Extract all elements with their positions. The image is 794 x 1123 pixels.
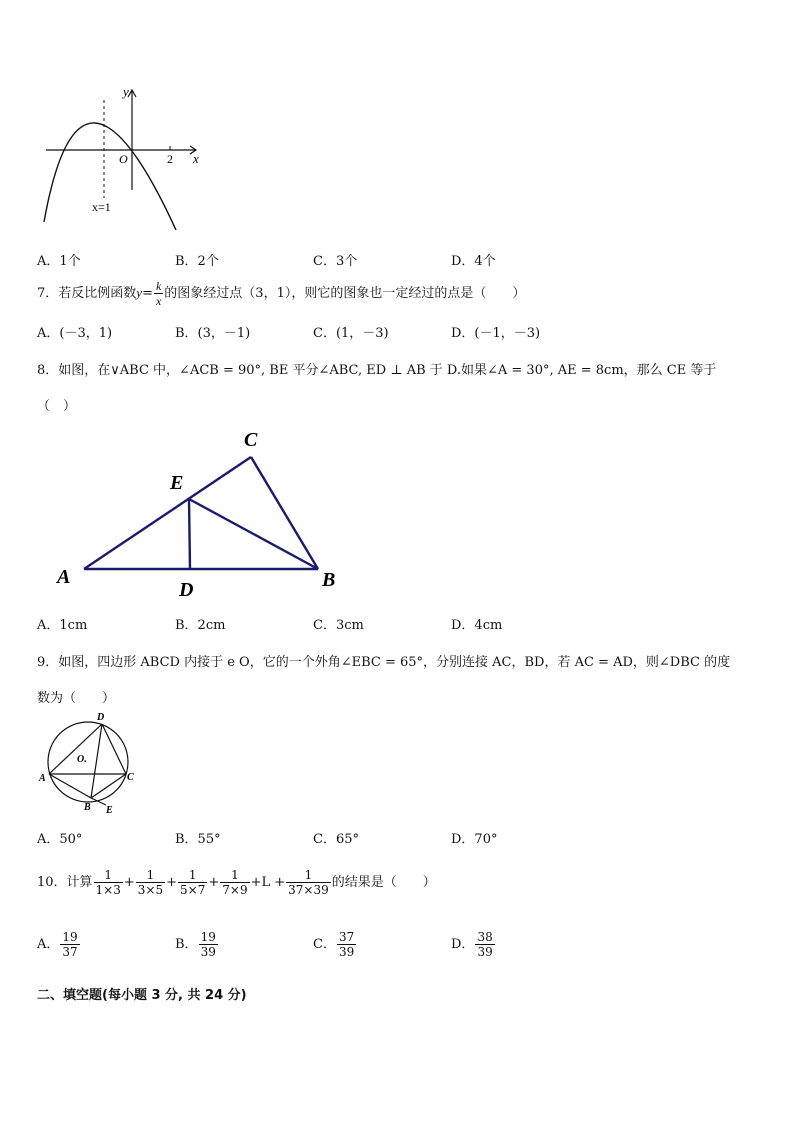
q10-options — [37, 930, 757, 970]
q10-pre: 10．计算 — [37, 875, 93, 890]
chord-ad — [49, 724, 102, 774]
label-x: x — [193, 151, 199, 166]
q10-plus: + — [208, 875, 220, 890]
q10-term-1-num: 1 — [94, 868, 123, 883]
q7-frac-den: x — [155, 294, 162, 308]
q7-frac-num: k — [155, 279, 162, 293]
segment-eb — [189, 499, 318, 569]
q10-option-d-num: 38 — [477, 930, 493, 944]
q8-option-c[interactable]: C．3cm — [313, 618, 364, 633]
q10-option-a-letter: A． — [37, 937, 60, 952]
q10-option-b-num: 19 — [200, 930, 216, 944]
q10-option-c-letter: C． — [313, 937, 336, 952]
q10-option-a[interactable] — [37, 930, 81, 959]
q8-option-d[interactable]: D．4cm — [451, 618, 503, 633]
q10-term-2-den: 3×5 — [137, 883, 164, 897]
q7-option-c[interactable]: C．(1，－3) — [313, 326, 389, 341]
q10-option-a-frac — [60, 930, 79, 959]
q7-option-a[interactable]: A．(－3，1) — [37, 326, 113, 341]
q9-option-b[interactable]: B．55° — [175, 832, 221, 847]
section-heading-fill-in: 二、填空题(每小题 3 分, 共 24 分) — [37, 988, 247, 1003]
q8-options — [37, 614, 757, 634]
q9-option-d[interactable]: D．70° — [451, 832, 498, 847]
q10-option-d-den: 39 — [477, 945, 493, 959]
point-label-o: O. — [77, 754, 87, 765]
q7-options — [37, 322, 757, 342]
q7-eq: = — [142, 286, 153, 301]
point-label-c: C — [127, 772, 134, 783]
q10-term-3-den: 5×7 — [180, 883, 206, 897]
q10-plus: + — [274, 875, 286, 890]
q10-ellipsis: +L — [250, 875, 271, 890]
vertex-label-b: B — [322, 569, 336, 591]
circle-o — [48, 722, 128, 802]
q7-fraction — [154, 279, 163, 308]
q6-option-a[interactable]: A．1个 — [37, 254, 81, 269]
q7-post: 的图象经过点（3，1），则它的图象也一定经过的点是（ ） — [164, 286, 526, 301]
q10-last-den: 37×39 — [288, 883, 329, 897]
q7-stem — [37, 279, 525, 308]
q7-pre: 7．若反比例函数 — [37, 286, 137, 301]
vertex-label-c: C — [244, 429, 258, 451]
q6-option-d[interactable]: D．4个 — [451, 254, 496, 269]
chord-bc — [91, 774, 126, 798]
q10-post: 的结果是（ ） — [331, 875, 436, 890]
q10-term-4-den: 7×9 — [222, 883, 248, 897]
q9-option-c[interactable]: C．65° — [313, 832, 359, 847]
q10-option-a-num: 19 — [62, 930, 78, 944]
q10-option-b-den: 39 — [200, 945, 216, 959]
triangle-abc-figure — [50, 422, 350, 602]
label-two: 2 — [167, 152, 173, 166]
segment-ed — [189, 499, 190, 569]
q8-stem-line1: 8．如图，在∨ABC 中，∠ACB = 90°, BE 平分∠ABC, ED ⊥ AB 于 D.如果∠A = 30°, AE = 8cm，那么 CE 等于 — [37, 363, 717, 378]
q9-stem-line1: 9．如图，四边形 ABCD 内接于 e O，它的一个外角∠EBC = 65°，分别连接 AC，BD，若 AC = AD，则∠DBC 的度 — [37, 655, 731, 670]
vertex-label-d: D — [179, 579, 194, 601]
label-axis-eq: x=1 — [92, 200, 111, 214]
q10-option-b[interactable] — [175, 930, 219, 959]
q6-option-b[interactable]: B．2个 — [175, 254, 219, 269]
q10-option-b-frac — [199, 930, 218, 959]
point-label-b: B — [84, 802, 91, 813]
q10-option-c-num: 37 — [338, 930, 355, 944]
q10-term-1 — [94, 868, 123, 897]
q9-option-a[interactable]: A．50° — [37, 832, 83, 847]
q10-plus: + — [166, 875, 178, 890]
q8-option-b[interactable]: B．2cm — [175, 618, 226, 633]
side-ac — [84, 457, 251, 569]
q10-option-d-frac — [475, 930, 494, 959]
q10-option-d-letter: D． — [451, 937, 475, 952]
q10-last-num: 1 — [286, 868, 331, 883]
q10-term-1-den: 1×3 — [95, 883, 121, 897]
q10-option-c-frac — [337, 930, 356, 959]
q10-term-4 — [220, 868, 249, 897]
q6-option-c[interactable]: C．3个 — [313, 254, 358, 269]
point-label-d: D — [97, 712, 105, 723]
q10-term-2 — [136, 868, 165, 897]
q10-last-term — [286, 868, 331, 897]
q9-stem-line2: 数为（ ） — [37, 691, 116, 706]
q10-option-d[interactable] — [451, 930, 496, 959]
q10-term-2-num: 1 — [136, 868, 165, 883]
q10-option-b-letter: B． — [175, 937, 198, 952]
q10-option-c-den: 39 — [338, 945, 355, 959]
q8-option-a[interactable]: A．1cm — [37, 618, 88, 633]
q7-fn-y: y — [136, 285, 143, 300]
vertex-label-e: E — [170, 472, 184, 494]
q10-option-c[interactable] — [313, 930, 357, 959]
point-label-a: A — [39, 773, 46, 784]
q10-plus: + — [123, 875, 135, 890]
q10-term-3 — [178, 868, 207, 897]
q10-option-a-den: 37 — [62, 945, 78, 959]
q8-stem-line2: （ ） — [37, 399, 77, 414]
q6-options — [37, 250, 757, 270]
q10-term-3-num: 1 — [178, 868, 207, 883]
vertex-label-a: A — [57, 566, 71, 588]
q10-stem — [37, 868, 436, 897]
q10-term-4-num: 1 — [220, 868, 249, 883]
side-cb — [251, 457, 318, 569]
label-origin: O — [119, 152, 128, 166]
point-label-e: E — [106, 805, 113, 816]
parabola-figure — [36, 80, 216, 230]
label-y: y — [123, 84, 129, 99]
q7-option-b[interactable]: B．(3，－1) — [175, 326, 251, 341]
q7-option-d[interactable]: D．(－1，－3) — [451, 326, 541, 341]
chord-bd — [91, 724, 102, 798]
circle-quadrilateral-figure — [36, 708, 146, 818]
q9-options — [37, 828, 757, 848]
